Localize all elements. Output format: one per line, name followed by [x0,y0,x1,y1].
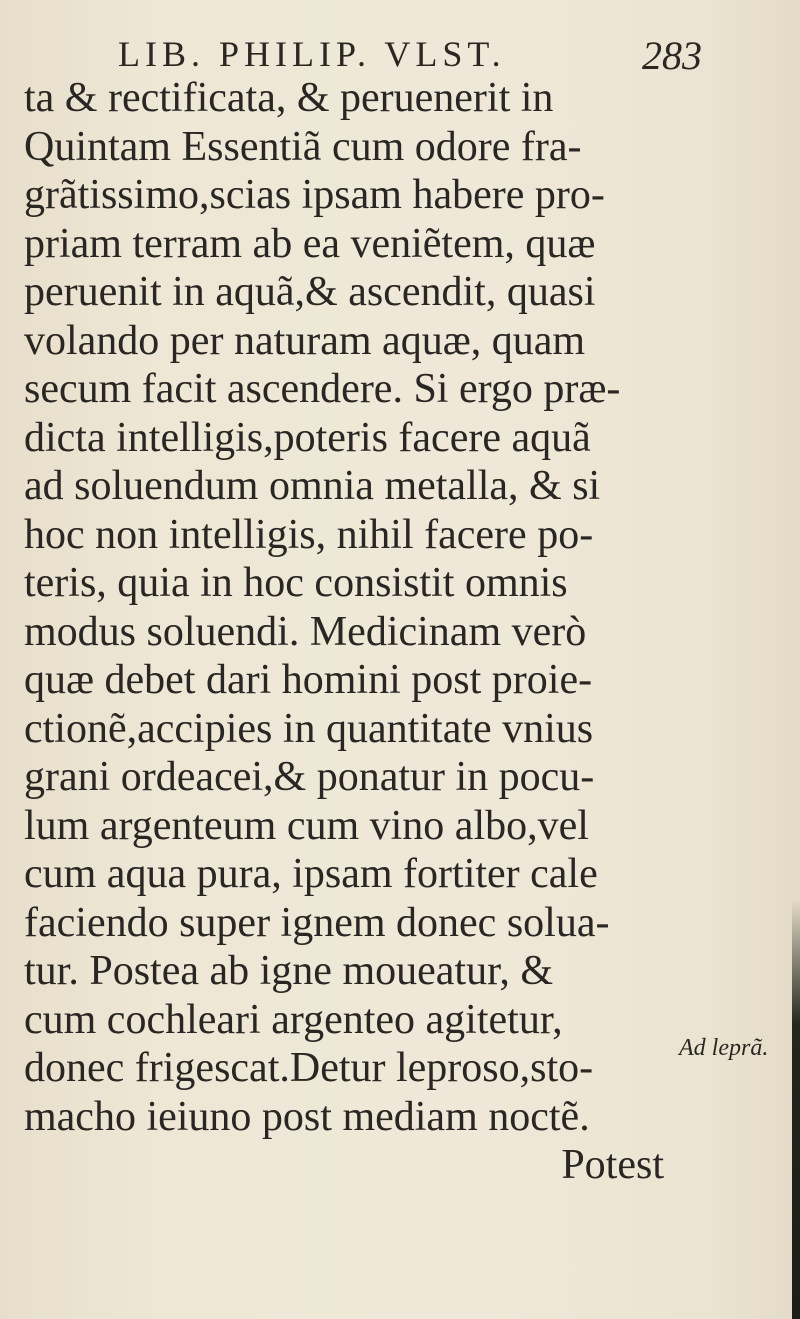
page-edge-shadow [792,900,800,1319]
text-line: dicta intelligis,poteris facere aquã [24,414,591,461]
text-line: Quintam Essentiã cum odore fra- [24,123,582,170]
text-line: ta & rectificata, & peruenerit in [24,75,554,121]
text-line: tur. Postea ab igne moueatur, & [24,948,554,994]
text-line: secum facit ascendere. Si ergo præ- [24,366,621,412]
page-number: 283 [642,33,702,78]
text-line: teris, quia in hoc consistit omnis [24,560,568,606]
text-line: cum aqua pura, ipsam fortiter cale [24,851,598,897]
text-line: volando per naturam aquæ, quam [24,317,586,364]
catchword: Potest [561,1142,664,1188]
text-line: faciendo super ignem donec solua- [24,899,610,946]
text-line: cum cochleari argenteo agitetur, [24,996,563,1043]
marginal-note: Ad leprã. [679,1035,769,1061]
text-line: hoc non intelligis, nihil facere po- [24,511,594,558]
text-line: priam terram ab ea veniẽtem, quæ [24,220,596,267]
text-line: grani ordeacei,& ponatur in pocu- [24,754,595,800]
text-line: grãtissimo,scias ipsam habere pro- [24,172,605,218]
text-line: lum argenteum cum vino albo,vel [24,802,589,849]
text-line: donec frigescat.Detur leproso,sto- [24,1045,594,1091]
text-line: macho ieiuno post mediam noctẽ. [24,1093,590,1140]
text-line: peruenit in aquã,& ascendit, quasi [24,269,596,315]
running-head: LIB. PHILIP. VLST. [118,34,506,74]
text-line: modus soluendi. Medicinam verò [24,608,587,655]
body-text [24,74,664,1190]
text-line: ad soluendum omnia metalla, & si [24,463,601,509]
text-line: quæ debet dari homini post proie- [24,657,593,703]
text-line: ctionẽ,accipies in quantitate vnius [24,705,594,752]
